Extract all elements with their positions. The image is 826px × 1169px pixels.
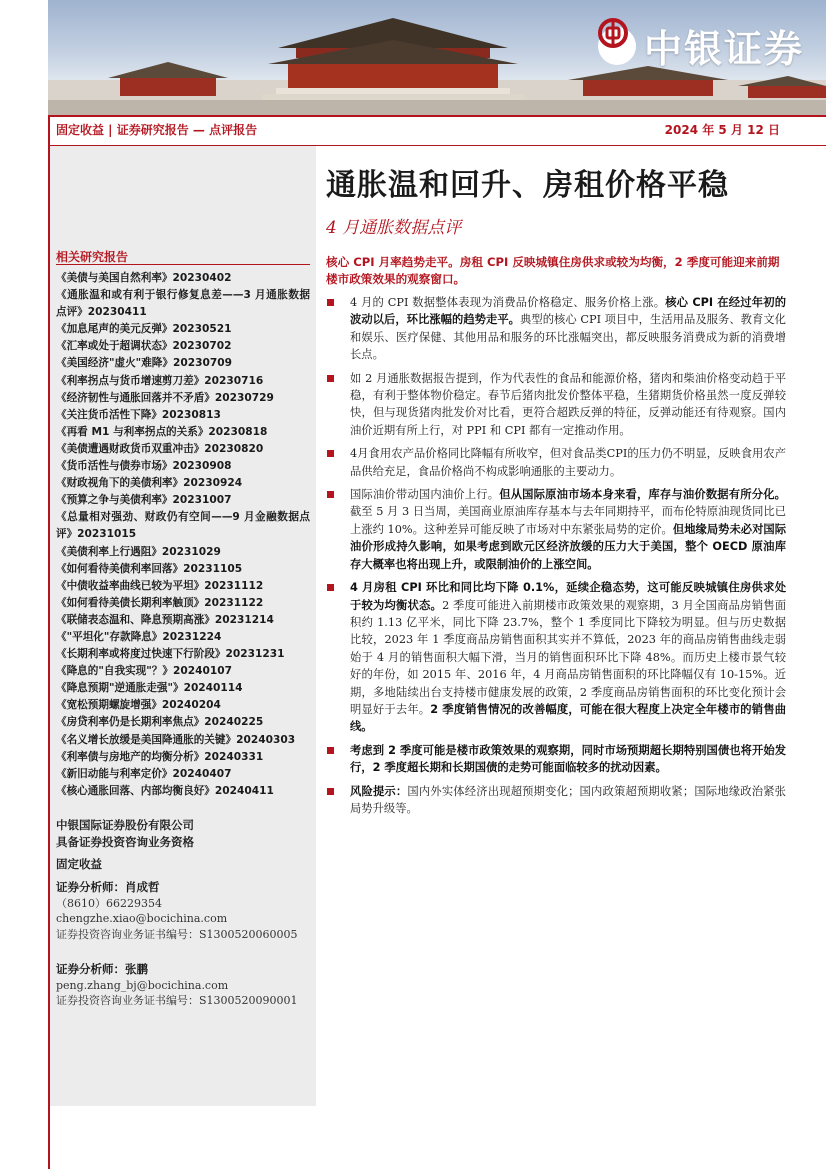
list-item[interactable]: 《长期利率或将度过快速下行阶段》20231231	[56, 648, 285, 661]
page-title: 通胀温和回升、房租价格平稳	[326, 168, 729, 203]
bullet-item	[326, 742, 786, 777]
list-item[interactable]: 《总量相对强劲、财政仍有空间——9 月金融数据点评》20231015	[56, 511, 310, 541]
list-item[interactable]: 《通胀温和或有利于银行修复息差——3 月通胀数据点评》20230411	[56, 289, 310, 319]
bullet-item	[326, 783, 786, 818]
list-item[interactable]: 《再看 M1 与利率拐点的关系》20230818	[56, 425, 268, 438]
report-category: 固定收益 | 证券研究报告 — 点评报告	[56, 123, 258, 137]
bullet-square-icon	[327, 491, 334, 498]
list-item[interactable]: 《"平坦化"存款降息》20231224	[56, 630, 222, 643]
list-item[interactable]: 《联储表态温和、降息预期高涨》20231214	[56, 613, 274, 626]
list-item[interactable]: 《关注货币活性下降》20230813	[56, 408, 221, 421]
bullet-text: 国内外实体经济出现超预期变化；国内政策超预期收紧；国际地缘政治紧张局势升级等。	[350, 784, 786, 815]
bullet-square-icon	[327, 375, 334, 382]
bullet-item	[326, 445, 786, 480]
bullet-bold: 但从国际原油市场本身来看，库存与油价数据有所分化。	[499, 488, 786, 502]
list-item[interactable]: 《名义增长放缓是美国降通胀的关键》20240303	[56, 733, 296, 746]
brand-name: 中银证券	[643, 27, 804, 71]
analyst-role: 证券分析师：肖成哲	[56, 880, 160, 894]
list-item[interactable]: 《宽松预期螺旋增强》20240204	[56, 699, 221, 712]
list-item[interactable]: 《加息尾声的美元反弹》20230521	[56, 323, 232, 336]
list-item[interactable]: 《利率拐点与货币增速剪刀差》20230716	[56, 374, 264, 387]
sidebar-divider	[56, 264, 310, 265]
bullet-bold: 考虑到 2 季度可能是楼市政策效果的观察期，同时市场预期超长期特别国债也将开始发行，2 季度超长期和长期国债的走势可能面临较多的扰动因素。	[350, 743, 786, 775]
bullet-bold: 但地缘局势未必对国际油价形成持久影响，如果考虑到欧元区经济放缓的压力大于美国，整个 OECD 原油库存大概率也将出现上升，或限制油价的上涨空间。	[350, 522, 786, 571]
analyst-role: 证券分析师：张鹏	[56, 962, 148, 976]
summary-text: 核心 CPI 月率趋势走平。房租 CPI 反映城镇住房供求或较为均衡，2 季度可能迎来前期楼市政策效果的观察窗口。	[326, 255, 780, 286]
bullet-item	[326, 370, 786, 440]
list-item[interactable]: 《美债利率上行遇阻》20231029	[56, 545, 221, 558]
list-item[interactable]: 《中债收益率曲线已较为平坦》20231112	[56, 579, 264, 592]
related-reports-title: 相关研究报告	[56, 250, 129, 264]
bullet-item	[326, 486, 786, 573]
boc-logo-icon	[598, 27, 636, 65]
header-rule	[48, 115, 826, 117]
bullet-square-icon	[327, 450, 334, 457]
bullet-square-icon	[327, 584, 334, 591]
analyst-email[interactable]: peng.zhang_bj@bocichina.com	[56, 978, 229, 992]
bullet-text: 截至 5 月 3 日当周，美国商业原油库存基本与去年同期持平，而布伦特原油现货同比已上涨约 10%。这种差异可能反映了市场对中东紧张局势的定价。	[350, 505, 786, 536]
list-item[interactable]: 《美债与美国自然利率》20230402	[56, 272, 232, 284]
company-info	[56, 817, 194, 851]
analyst-card	[56, 880, 298, 942]
analyst-cert: 证券投资咨询业务证书编号：S1300520060005	[56, 927, 298, 941]
list-item[interactable]: 《货币活性与债券市场》20230908	[56, 460, 232, 473]
bullet-text: 4 月的 CPI 数据整体表现为消费品价格稳定、服务价格上涨。	[350, 296, 666, 309]
list-item[interactable]: 《利率债与房地产的均衡分析》20240331	[56, 750, 264, 763]
bullet-square-icon	[327, 747, 334, 754]
bullet-text: 2 季度可能进入前期楼市政策效果的观察期，3 月全国商品房销售面积约 1.13 亿平米，同比下降 23.7%，整个 1 季度同比下降较为明显。但与历史数据比较，2023 年 1 季度商品房销售面积其实并不算低，2023 年的商品房销售曲线走弱始于 4 月的销售面积大幅下滑，当月的销售面积环比下降 48%。而历史上楼市景气较好的年份，如 2015 年、2016 年，4 月商品房销售面积的环比降幅仅有 10-15%。近期，多地陆续出台支持楼市健康发展的政策，2 季度商品房销售面积的环比变化预计会明显好于去年。	[350, 598, 786, 716]
related-reports-list	[56, 270, 310, 800]
list-item[interactable]: 《新旧动能与利率定价》20240407	[56, 767, 232, 780]
analyst-cert: 证券投资咨询业务证书编号：S1300520090001	[56, 994, 298, 1007]
bullet-square-icon	[327, 788, 334, 795]
list-item[interactable]: 《房贷利率仍是长期利率焦点》20240225	[56, 716, 264, 729]
bullet-item	[326, 579, 786, 736]
report-date: 2024 年 5 月 12 日	[664, 123, 780, 137]
bullet-bold: 2 季度销售情况的改善幅度，可能在很大程度上决定全年楼市的销售曲线。	[350, 702, 786, 734]
bullet-bold: 4 月房租 CPI 环比和同比均下降 0.1%，延续企稳态势，这可能反映城镇住房供求处于较为均衡状态。	[350, 581, 786, 612]
list-item[interactable]: 《降息的"自我实现"？》20240107	[56, 665, 232, 678]
bullet-text: 国际油价带动国内油价上行。	[350, 488, 500, 502]
analyst-card	[56, 962, 298, 1009]
fixed-income-label: 固定收益	[56, 857, 102, 871]
brand-logo	[598, 18, 804, 73]
bullet-square-icon	[327, 299, 334, 306]
list-item[interactable]: 《美国经济"虚火"难降》20230709	[56, 357, 232, 370]
list-item[interactable]: 《财政视角下的美债利率》20230924	[56, 477, 243, 490]
bullet-bold: 核心 CPI 在经过年初的波动以后，环比涨幅的趋势走平。	[350, 296, 786, 327]
list-item[interactable]: 《经济韧性与通胀回落并不矛盾》20230729	[56, 391, 274, 404]
list-item[interactable]: 《如何看待美债长期利率触顶》20231122	[56, 596, 264, 609]
bullet-list	[326, 294, 786, 823]
bullet-text: 如 2 月通胀数据报告提到，作为代表性的食品和能源价格，猪肉和柴油价格变动趋于平稳，有利于整体物价稳定。春节后猪肉批发价整体平稳，生猪期货价格虽然一度反弹较快，但与现货猪肉批发价对比看，更符合超跌反弹的特征，反弹动能还有待观察。国内油价近期有所上行，对 PPI 和 CPI 都有一定推动作用。	[350, 371, 786, 437]
risk-label: 风险提示：	[350, 784, 408, 798]
analyst-email[interactable]: chengzhe.xiao@bocichina.com	[56, 912, 228, 925]
analyst-phone: （8610）66229354	[56, 896, 162, 910]
bullet-text: 4月食用农产品价格同比降幅有所收窄，但对食品类CPI的压力仍不明显，反映食用农产品供给充足，食品价格尚不构成影响通胀的主要动力。	[350, 447, 786, 478]
bullet-text: 典型的核心 CPI 项目中，生活用品及服务、教育文化和娱乐、医疗保健、其他用品和服务的环比涨幅突出，都反映服务消费成为新的消费增长点。	[350, 313, 786, 362]
list-item[interactable]: 《美债遭遇财政货币双重冲击》20230820	[56, 442, 264, 455]
header-banner	[48, 0, 826, 115]
company-name: 中银国际证券股份有限公司	[56, 818, 194, 832]
list-item[interactable]: 《汇率或处于超调状态》20230702	[56, 340, 232, 353]
list-item[interactable]: 《降息预期"逆通胀走强"》20240114	[56, 682, 243, 695]
company-qualification: 具备证券投资咨询业务资格	[56, 835, 194, 849]
list-item[interactable]: 《核心通胀回落、内部均衡良好》20240411	[56, 784, 274, 797]
page-subtitle: 4 月通胀数据点评	[326, 218, 462, 238]
bullet-item	[326, 294, 786, 364]
list-item[interactable]: 《预算之争与美债利率》20231007	[56, 494, 232, 507]
list-item[interactable]: 《如何看待美债利率回落》20231105	[56, 562, 243, 575]
